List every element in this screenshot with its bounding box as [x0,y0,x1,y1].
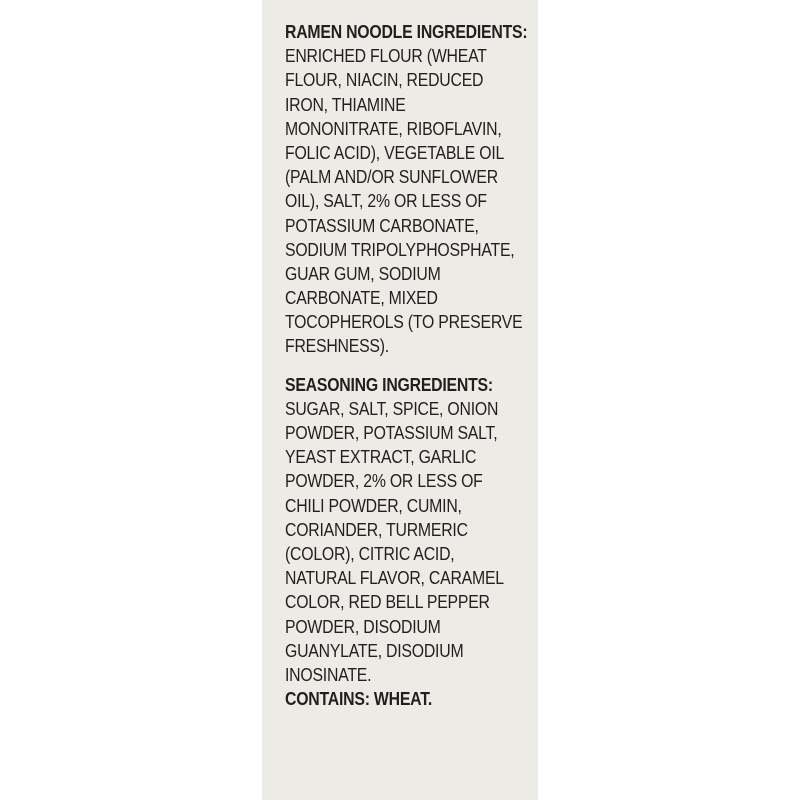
noodle-ingredient-line: FOLIC ACID), VEGETABLE OIL [285,141,505,163]
seasoning-ingredient-line: CORIANDER, TURMERIC [285,518,468,540]
seasoning-ingredient-line: INOSINATE. [285,663,372,685]
noodle-ingredients-list [285,44,523,358]
noodle-ingredient-line: SODIUM TRIPOLYPHOSPHATE, [285,238,515,260]
seasoning-ingredient-line: YEAST EXTRACT, GARLIC [285,446,477,468]
seasoning-ingredients-heading: SEASONING INGREDIENTS: [285,373,493,395]
seasoning-ingredient-line: COLOR, RED BELL PEPPER [285,591,490,613]
noodle-ingredient-line: FRESHNESS). [285,335,389,357]
noodle-ingredient-line: ENRICHED FLOUR (WHEAT [285,45,487,67]
seasoning-ingredient-line: POWDER, 2% OR LESS OF [285,470,483,492]
noodle-ingredient-line: FLOUR, NIACIN, REDUCED [285,69,484,91]
seasoning-ingredient-line: POWDER, DISODIUM [285,615,441,637]
noodle-ingredient-line: TOCOPHEROLS (TO PRESERVE [285,311,523,333]
noodle-ingredient-line: POTASSIUM CARBONATE, [285,214,479,236]
allergen-statement: CONTAINS: WHEAT. [285,688,433,710]
seasoning-ingredient-line: SUGAR, SALT, SPICE, ONION [285,397,499,419]
ingredients-label [285,20,528,711]
noodle-ingredient-line: GUAR GUM, SODIUM [285,262,441,284]
section-spacer [285,359,500,373]
noodle-ingredient-line: OIL), SALT, 2% OR LESS OF [285,190,487,212]
seasoning-ingredient-line: POWDER, POTASSIUM SALT, [285,422,498,443]
seasoning-ingredient-line: (COLOR), CITRIC ACID, [285,542,455,564]
seasoning-ingredient-line: NATURAL FLAVOR, CARAMEL [285,567,504,589]
seasoning-ingredient-line: CHILI POWDER, CUMIN, [285,494,462,516]
noodle-ingredient-line: MONONITRATE, RIBOFLAVIN, [285,117,502,139]
noodle-ingredient-line: IRON, THIAMINE [285,93,406,115]
seasoning-ingredient-line: GUANYLATE, DISODIUM [285,639,464,661]
noodle-ingredient-line: (PALM AND/OR SUNFLOWER [285,166,498,188]
noodle-ingredients-heading: RAMEN NOODLE INGREDIENTS: [285,21,528,42]
noodle-ingredient-line: CARBONATE, MIXED [285,287,438,309]
seasoning-ingredients-list [285,397,504,687]
